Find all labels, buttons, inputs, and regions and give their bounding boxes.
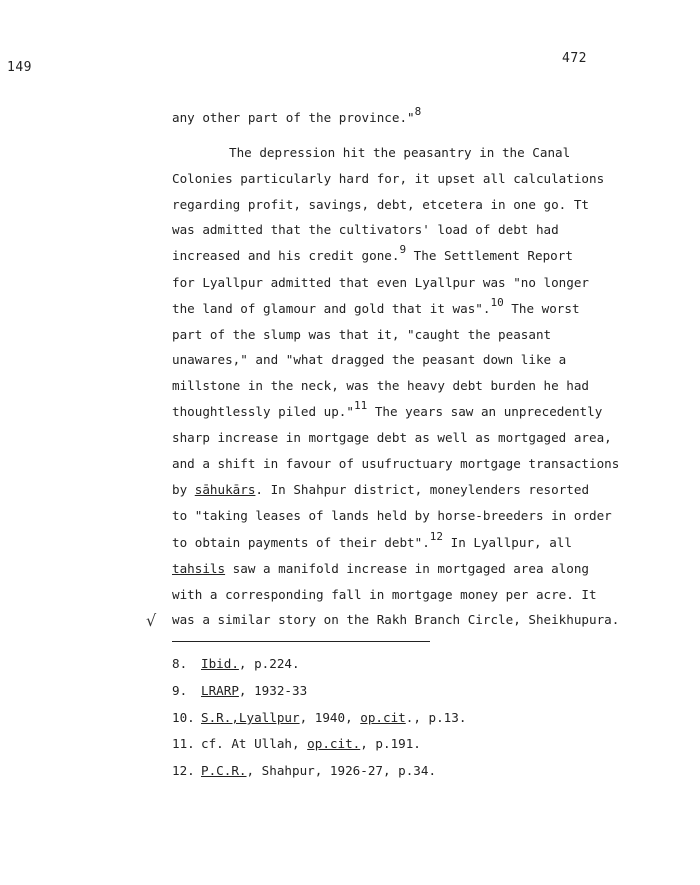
footnote-number: 12.: [172, 763, 195, 778]
footnote-divider: [172, 641, 430, 642]
text-line: by sāhukārs. In Shahpur district, moneylenders resorted: [172, 482, 590, 497]
footnote-number: 8.: [172, 656, 188, 671]
text-line: sharp increase in mortgage debt as well as mortgaged area,: [172, 430, 612, 445]
footnote-ref: 8: [414, 105, 422, 118]
footnote-ref: 9: [399, 243, 407, 256]
text-line: and a shift in favour of usufructuary mortgage transactions: [172, 456, 620, 471]
footnote-ref: 10: [490, 296, 504, 309]
text-line: tahsils saw a manifold increase in mortgaged area along: [172, 561, 590, 576]
footnote-text: cf. At Ullah, op.cit., p.191.: [201, 736, 421, 751]
term-sahukars: sāhukārs: [194, 482, 256, 497]
text-line: unawares," and "what dragged the peasant down like a: [172, 352, 567, 367]
text-line: for Lyallpur admitted that even Lyallpur was "no longer: [172, 275, 590, 290]
text-line: part of the slump was that it, "caught the peasant: [172, 327, 552, 342]
footnote-number: 9.: [172, 683, 188, 698]
text-line: millstone in the neck, was the heavy debt burden he had: [172, 378, 590, 393]
text-line: regarding profit, savings, debt, etcetera in one go. Tt: [172, 197, 590, 212]
checkmark-icon: √: [146, 611, 157, 630]
text-line: the land of glamour and gold that it was".$^{10}$ The worst: [172, 296, 580, 316]
footnote-ref: 12: [429, 530, 444, 543]
footnote-text: P.C.R., Shahpur, 1926-27, p.34.: [201, 763, 437, 778]
text-line: The depression hit the peasantry in the Canal: [229, 145, 571, 160]
footnote-number: 11.: [172, 736, 195, 751]
text-line: with a corresponding fall in mortgage money per acre. It: [172, 587, 597, 602]
text-line: any other part of the province."$^8$: [172, 105, 422, 125]
footnote-number: 10.: [172, 710, 195, 725]
text-line: Colonies particularly hard for, it upset all calculations: [172, 171, 605, 186]
text-line: to obtain payments of their debt".$^{12}$ In Lyallpur, all: [172, 530, 572, 550]
footnote-ref: 11: [353, 399, 368, 412]
text-line: was a similar story on the Rakh Branch Circle, Sheikhupura.: [172, 612, 620, 627]
footnote-text: S.R.,Lyallpur, 1940, op.cit., p.13.: [201, 710, 467, 725]
text-line: increased and his credit gone.$^9$ The Settlement Report: [172, 243, 573, 263]
page-number: 472: [562, 51, 587, 66]
text-line: was admitted that the cultivators' load of debt had: [172, 222, 559, 237]
text-line: to "taking leases of lands held by horse-breeders in order: [172, 508, 612, 523]
text-line: thoughtlessly piled up."$^{11}$ The years saw an unprecedently: [172, 399, 603, 419]
term-tahsils: tahsils: [172, 561, 226, 576]
footnote-text: Ibid., p.224.: [201, 656, 300, 671]
left-page-number: 149: [7, 60, 32, 75]
footnote-text: LRARP, 1932-33: [201, 683, 308, 698]
